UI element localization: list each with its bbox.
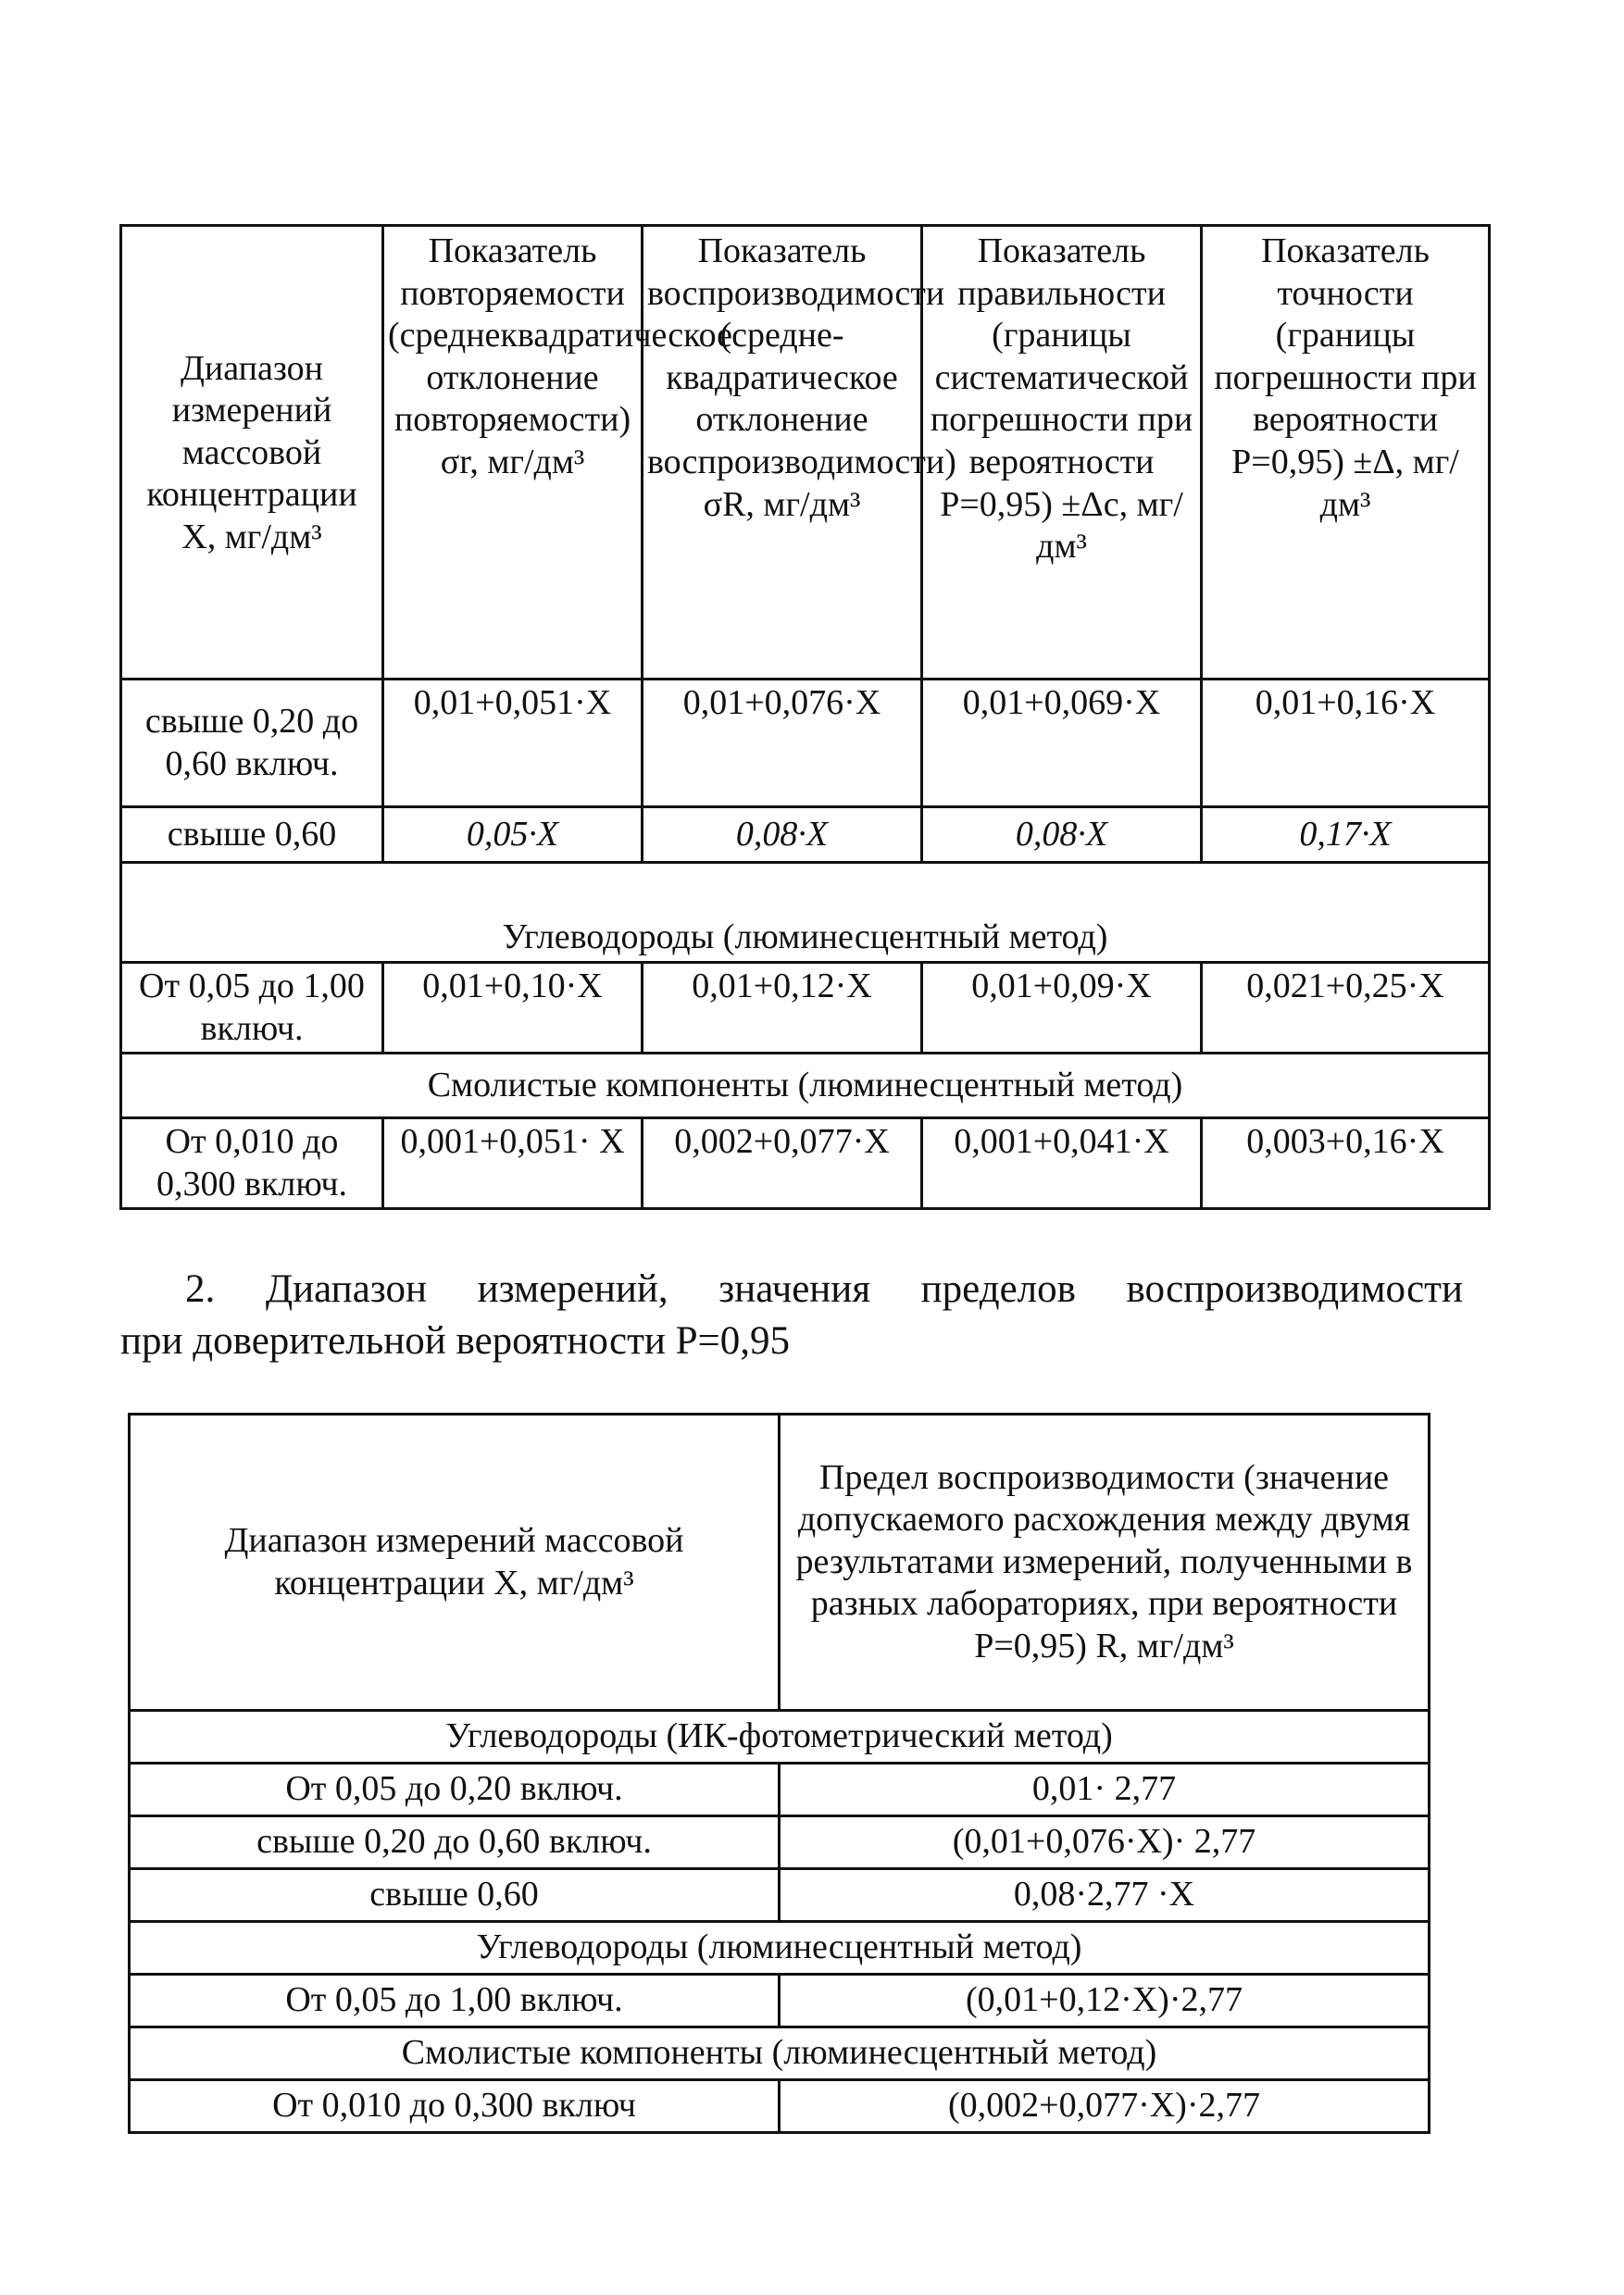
header-accuracy: Показатель точности (границы погрешности при вероятности Р=0,95) ±Δ, мг/дм³ — [1202, 226, 1490, 680]
range-cell: От 0,05 до 1,00 включ. — [121, 963, 383, 1054]
value-cell: 0,08·2,77 ·X — [780, 1869, 1430, 1922]
value-cell: 0,021+0,25·Х — [1202, 963, 1490, 1054]
value-cell: 0,002+0,077·Х — [643, 1118, 922, 1209]
header-repeatability: Показатель повторяемости (среднеквадратическое отклонение повторяемости) σr, мг/дм³ — [383, 226, 643, 680]
range-cell: свыше 0,60 — [121, 807, 383, 863]
table-row — [121, 807, 1490, 863]
table-row — [121, 963, 1490, 1054]
paragraph-line: 2. Диапазон измерений, значения пределов воспроизводимости — [185, 1267, 1463, 1311]
table-row — [130, 2080, 1430, 2133]
table-row — [121, 1118, 1490, 1209]
table-row — [130, 1975, 1430, 2027]
range-cell: От 0,010 до 0,300 включ — [130, 2080, 780, 2133]
section-row — [121, 1054, 1490, 1118]
accuracy-indicators-table — [119, 224, 1491, 1210]
table-row — [121, 680, 1490, 807]
value-cell: 0,01+0,076·Х — [643, 680, 922, 807]
value-cell: (0,01+0,12·Х)·2,77 — [780, 1975, 1430, 2027]
value-cell: 0,01+0,069·Х — [922, 680, 1202, 807]
section-resins: Смолистые компоненты (люминесцентный метод) — [121, 1054, 1490, 1118]
value-cell: 0,17·X — [1202, 807, 1490, 863]
section-row — [130, 2027, 1430, 2080]
value-cell: 0,08·X — [922, 807, 1202, 863]
section-row — [130, 1711, 1430, 1764]
section-row — [121, 863, 1490, 963]
section-luminescent: Углеводороды (люминесцентный метод) — [121, 863, 1490, 963]
header-range: Диапазон измерений массовой концентрации Х, мг/дм³ — [130, 1415, 780, 1711]
reproducibility-limits-table — [128, 1413, 1430, 2134]
value-cell: 0,01· 2,77 — [780, 1764, 1430, 1816]
table-row — [130, 1816, 1430, 1869]
value-cell: 0,01+0,051·Х — [383, 680, 643, 807]
range-cell: От 0,010 до 0,300 включ. — [121, 1118, 383, 1209]
section-ir-photometric: Углеводороды (ИК-фотометрический метод) — [130, 1711, 1430, 1764]
header-correctness: Показатель правильности (границы систематической погрешности при вероятности Р=0,95) ±Δc, мг/дм³ — [922, 226, 1202, 680]
value-cell: 0,001+0,051· Х — [383, 1118, 643, 1209]
paragraph-line: при доверительной вероятности Р=0,95 — [120, 1318, 791, 1363]
table-header-row — [121, 226, 1490, 680]
table-row — [130, 1869, 1430, 1922]
section-resins: Смолистые компоненты (люминесцентный метод) — [130, 2027, 1430, 2080]
value-cell: 0,05·X — [383, 807, 643, 863]
header-range: Диапазон измерений массовой концентрации Х, мг/дм³ — [121, 226, 383, 680]
header-reproducibility-limit: Предел воспроизводимости (значение допускаемого расхождения между двумя результатами измерений, полученными в разных лабораториях, при вероятности Р=0,95) R, мг/дм³ — [780, 1415, 1430, 1711]
value-cell: 0,003+0,16·Х — [1202, 1118, 1490, 1209]
range-cell: свыше 0,60 — [130, 1869, 780, 1922]
table-header-row — [130, 1415, 1430, 1711]
value-cell: 0,08·X — [643, 807, 922, 863]
range-cell: свыше 0,20 до 0,60 включ. — [121, 680, 383, 807]
range-cell: От 0,05 до 1,00 включ. — [130, 1975, 780, 2027]
range-cell: От 0,05 до 0,20 включ. — [130, 1764, 780, 1816]
value-cell: 0,01+0,16·Х — [1202, 680, 1490, 807]
value-cell: (0,01+0,076·Х)· 2,77 — [780, 1816, 1430, 1869]
section-row — [130, 1922, 1430, 1975]
value-cell: 0,001+0,041·Х — [922, 1118, 1202, 1209]
value-cell: (0,002+0,077·Х)·2,77 — [780, 2080, 1430, 2133]
value-cell: 0,01+0,12·Х — [643, 963, 922, 1054]
section-paragraph — [120, 1264, 1463, 1367]
value-cell: 0,01+0,10·Х — [383, 963, 643, 1054]
section-luminescent: Углеводороды (люминесцентный метод) — [130, 1922, 1430, 1975]
range-cell: свыше 0,20 до 0,60 включ. — [130, 1816, 780, 1869]
value-cell: 0,01+0,09·Х — [922, 963, 1202, 1054]
table-row — [130, 1764, 1430, 1816]
header-reproducibility: Показатель воспроизводимости (средне-квадратическое отклонение воспроизводимости) σR, мг/дм³ — [643, 226, 922, 680]
